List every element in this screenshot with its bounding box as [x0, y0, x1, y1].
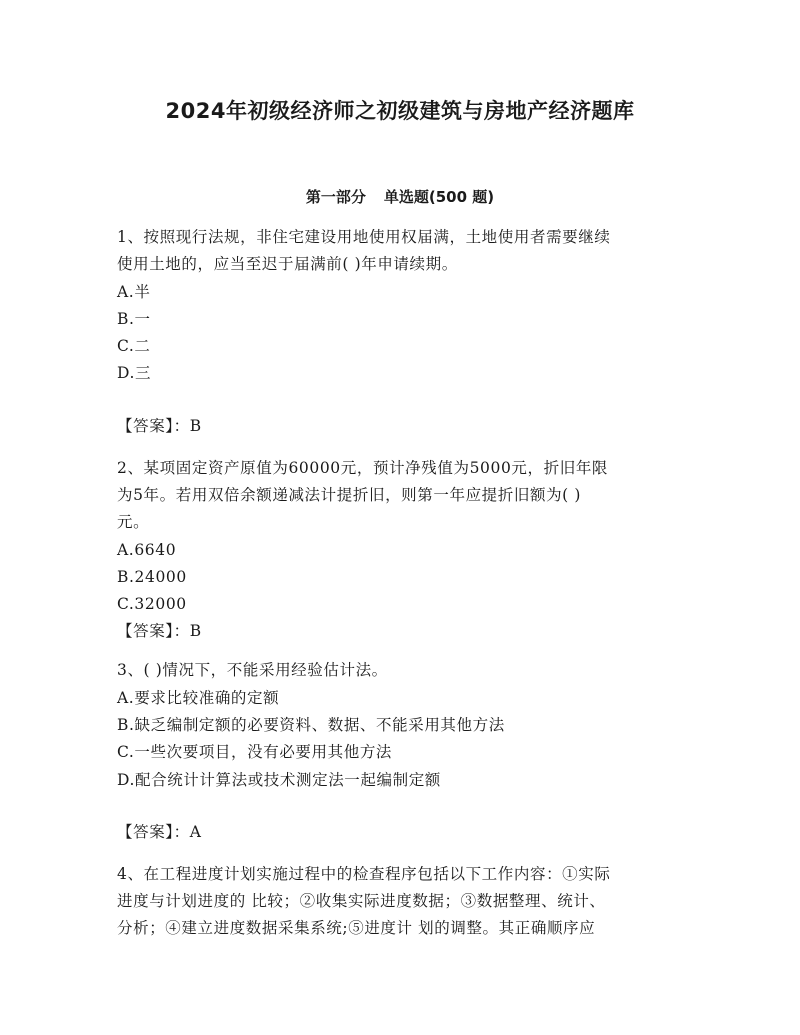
- question-1-option-b: B.一: [117, 310, 151, 328]
- question-2-option-c: C.32000: [117, 595, 187, 613]
- question-4-stem-line-1: 4、在工程进度计划实施过程中的检查程序包括以下工作内容：①实际: [117, 865, 611, 883]
- question-2-stem-line-1: 2、某项固定资产原值为60000元，预计净残值为5000元，折旧年限: [117, 459, 609, 477]
- question-1-option-a: A.半: [117, 283, 151, 301]
- question-1-answer: 【答案】：B: [117, 417, 202, 435]
- question-3-option-b: B.缺乏编制定额的必要资料、数据、不能采用其他方法: [117, 716, 505, 734]
- question-1-stem-line-1: 1、按照现行法规，非住宅建设用地使用权届满，土地使用者需要继续: [117, 228, 611, 246]
- question-4-stem-line-3: 分析；④建立进度数据采集系统;⑤进度计 划的调整。其正确顺序应: [117, 919, 596, 937]
- question-1-stem-line-2: 使用土地的，应当至迟于届满前( )年申请续期。: [117, 255, 458, 273]
- section-part: 第一部分: [305, 188, 366, 206]
- document-title: 2024年初级经济师之初级建筑与房地产经济题库: [165, 99, 635, 123]
- question-3-option-a: A.要求比较准确的定额: [117, 689, 280, 707]
- question-4-stem-line-2: 进度与计划进度的 比较；②收集实际进度数据；③数据整理、统计、: [117, 892, 606, 910]
- question-2-option-b: B.24000: [117, 568, 187, 586]
- question-2-stem-line-2: 为5年。若用双倍余额递减法计提折旧，则第一年应提折旧额为( ): [117, 486, 581, 504]
- question-3-stem-line-1: 3、( )情况下，不能采用经验估计法。: [117, 661, 388, 679]
- question-1-option-c: C.二: [117, 337, 151, 355]
- question-2-option-a: A.6640: [117, 541, 177, 559]
- question-3-option-d: D.配合统计计算法或技术测定法一起编制定额: [117, 771, 441, 789]
- section-heading: [0, 186, 800, 207]
- question-2-answer: 【答案】：B: [117, 622, 202, 640]
- section-name: 单选题(500 题): [383, 188, 495, 206]
- question-3-option-c: C.一些次要项目，没有必要用其他方法: [117, 743, 393, 761]
- question-1-option-d: D.三: [117, 364, 152, 382]
- question-3-answer: 【答案】：A: [117, 823, 202, 841]
- question-2-stem-line-3: 元。: [117, 513, 150, 531]
